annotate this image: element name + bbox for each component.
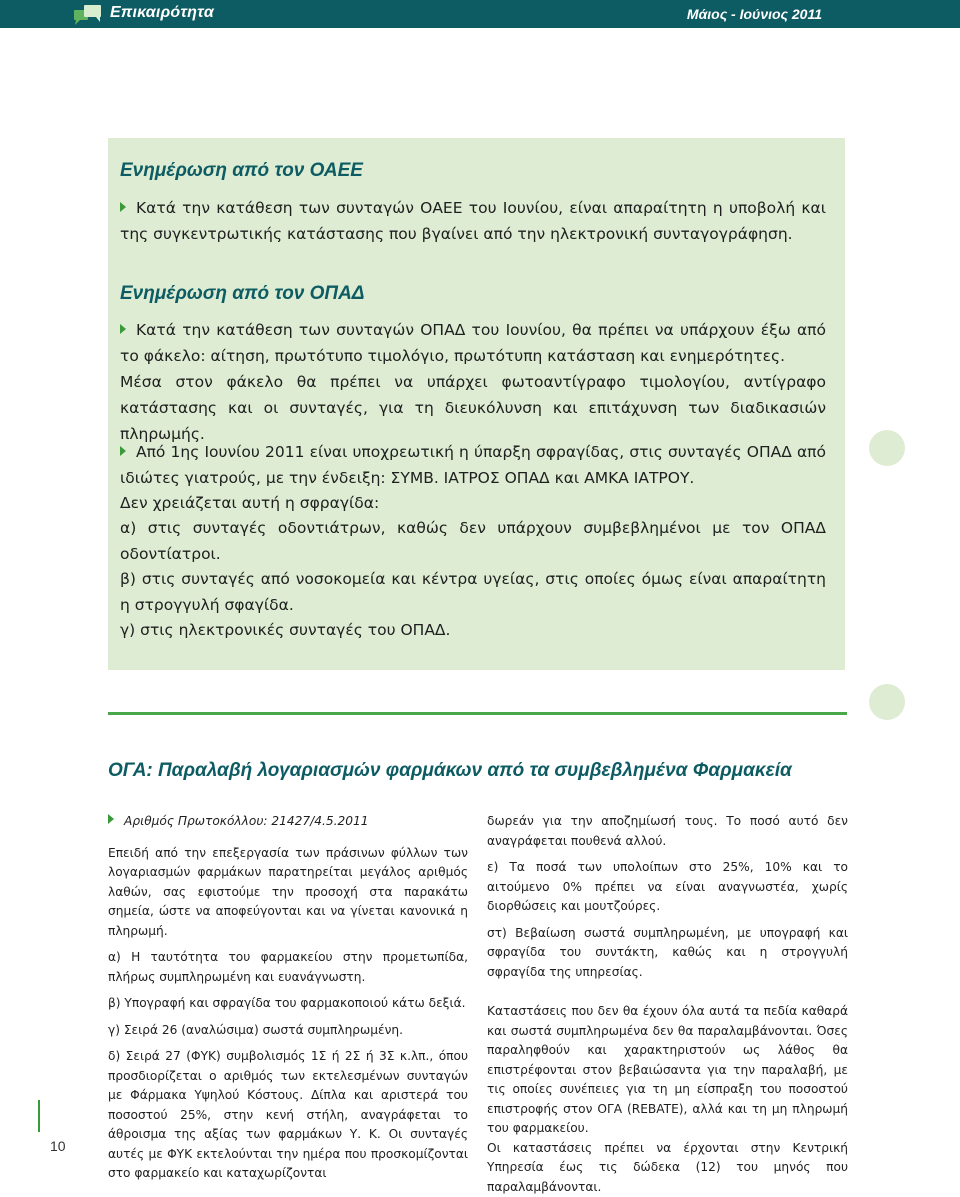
opad-paragraph-4: Δεν χρειάζεται αυτή η σφραγίδα: [120,491,826,517]
article-title: ΟΓΑ: Παραλαβή λογαριασμών φαρμάκων από τα συμβεβλημένα Φαρμακεία [108,760,792,782]
col2-paragraph: δωρεάν για την αποζημίωσή τους. Το ποσό αυτό δεν αναγράφεται πουθενά αλλού. [487,812,848,851]
opad-paragraph-3 [120,440,826,491]
header-bar [0,0,960,28]
opad-heading: Ενημέρωση από τον ΟΠΑΔ [120,283,365,305]
col1-paragraph: α) Η ταυτότητα του φαρμακείου στην προμετωπίδα, πλήρως συμπληρωμένη και ευανάγνωστη. [108,948,468,987]
decor-circle [869,684,905,720]
opad-text-3: Από 1ης Ιουνίου 2011 είναι υποχρεωτική η ύπαρξη σφραγίδας, στις συνταγές ΟΠΑΔ από ιδιώτες γιατρούς, με την ένδειξη: ΣΥΜΒ. ΙΑΤΡΟΣ ΟΠΑΔ και ΑΜΚΑ ΙΑΤΡΟΥ. [120,443,826,487]
protocol-line [108,812,468,832]
section-title: Επικαιρότητα [110,4,214,22]
issue-date: Μάιος - Ιούνιος 2011 [687,6,822,22]
col1-paragraph: Επειδή από την επεξεργασία των πράσινων φύλλων των λογαριασμών φαρμάκων παρατηρείται μεγάλος αριθμός λαθών, σας εφιστούμε την προσοχή στα παρακάτω σημεία, ώστε να αποφεύγονται και να γίνεται κανονικά η πληρωμή. [108,844,468,942]
bullet-icon [120,446,126,456]
page-number-line [38,1100,40,1132]
decor-circle [869,430,905,466]
bullet-icon [120,202,126,212]
bullet-icon [108,814,114,824]
col2-paragraph: Καταστάσεις που δεν θα έχουν όλα αυτά τα πεδία καθαρά και σωστά συμπληρωμένα δεν θα παραλαμβάνονται. Όσες παραληφθούν και χαρακτηριστούν ως λάθος θα επιστρέφονται στον βεβαιώσαντα για την παραλαβή, με τις οποίες συνέπειες για τη μη είσπραξη του ποσοστού επιστροφής στον ΟΓΑ (REBATE), αλλά και τη μη πληρωμή του φαρμακείου. [487,1002,848,1139]
col2-paragraph: Οι καταστάσεις πρέπει να έρχονται στην Κεντρική Υπηρεσία έως τις δώδεκα (12) του μηνός που παραλαμβάνονται. [487,1139,848,1197]
article-column-right [487,812,848,1197]
opad-paragraph-6: β) στις συνταγές από νοσοκομεία και κέντρα υγείας, στις οποίες όμως είναι απαραίτητη η στρογγυλή σφαγίδα. [120,567,826,618]
oaee-text: Κατά την κατάθεση των συνταγών ΟΑΕΕ του Ιουνίου, είναι απαραίτητη η υποβολή και της συγκεντρωτικής κατάστασης που βγαίνει από την ηλεκτρονική συνταγογράφηση. [120,199,826,243]
col2-paragraph: στ) Βεβαίωση σωστά συμπληρωμένη, με υπογραφή και σφραγίδα του συντάκτη, καθώς και η στρογγυλή σφραγίδα της υπηρεσίας. [487,924,848,983]
col1-paragraph: β) Υπογραφή και σφραγίδα του φαρμακοποιού κάτω δεξιά. [108,994,468,1014]
oaee-paragraph [120,195,826,247]
opad-paragraph-1 [120,317,826,369]
opad-paragraph-7: γ) στις ηλεκτρονικές συνταγές του ΟΠΑΔ. [120,618,826,644]
section-divider [108,712,847,715]
col2-paragraph: ε) Τα ποσά των υπολοίπων στο 25%, 10% και το αιτούμενο 0% πρέπει να είναι αναγνωστέα, χωρίς διορθώσεις και μουτζούρες. [487,858,848,917]
col1-paragraph: δ) Σειρά 27 (ΦΥΚ) συμβολισμός 1Σ ή 2Σ ή 3Σ κ.λπ., όπου προσδιορίζεται ο αριθμός των εκτελεσμένων συνταγών με Φάρμακα Υψηλού Κόστους. Δίπλα και αριστερά του ποσοστού 25%, στην κενή στήλη, αναγράφεται το άθροισμα της αξίας των φαρμάκων Υ. Κ. Οι συνταγές αυτές με ΦΥΚ εκτελούνται την ημέρα που προσκομίζονται στο φαρμακείο και καταχωρίζονται [108,1047,468,1184]
article-column-left [108,812,468,1184]
chat-bubbles-icon [72,4,104,26]
opad-paragraph-5: α) στις συνταγές οδοντιάτρων, καθώς δεν υπάρχουν συμβεβλημένοι με τον ΟΠΑΔ οδοντίατροι. [120,516,826,567]
opad-text-1: Κατά την κατάθεση των συνταγών ΟΠΑΔ του Ιουνίου, θα πρέπει να υπάρχουν έξω από το φάκελο: αίτηση, πρωτότυπο τιμολόγιο, πρωτότυπη κατάσταση και ενημερότητες. [120,321,826,365]
opad-paragraph-2: Μέσα στον φάκελο θα πρέπει να υπάρχει φωτοαντίγραφο τιμολογίου, αντίγραφο κατάστασης και οι συνταγές, για τη διευκόλυνση και επιτάχυνση των διαδικασιών πληρωμής. [120,369,826,447]
oaee-heading: Ενημέρωση από τον ΟΑΕΕ [120,160,363,182]
bullet-icon [120,324,126,334]
page-number: 10 [50,1138,66,1154]
col1-paragraph: γ) Σειρά 26 (αναλώσιμα) σωστά συμπληρωμένη. [108,1021,468,1041]
protocol-number: Αριθμός Πρωτοκόλλου: 21427/4.5.2011 [124,814,369,828]
